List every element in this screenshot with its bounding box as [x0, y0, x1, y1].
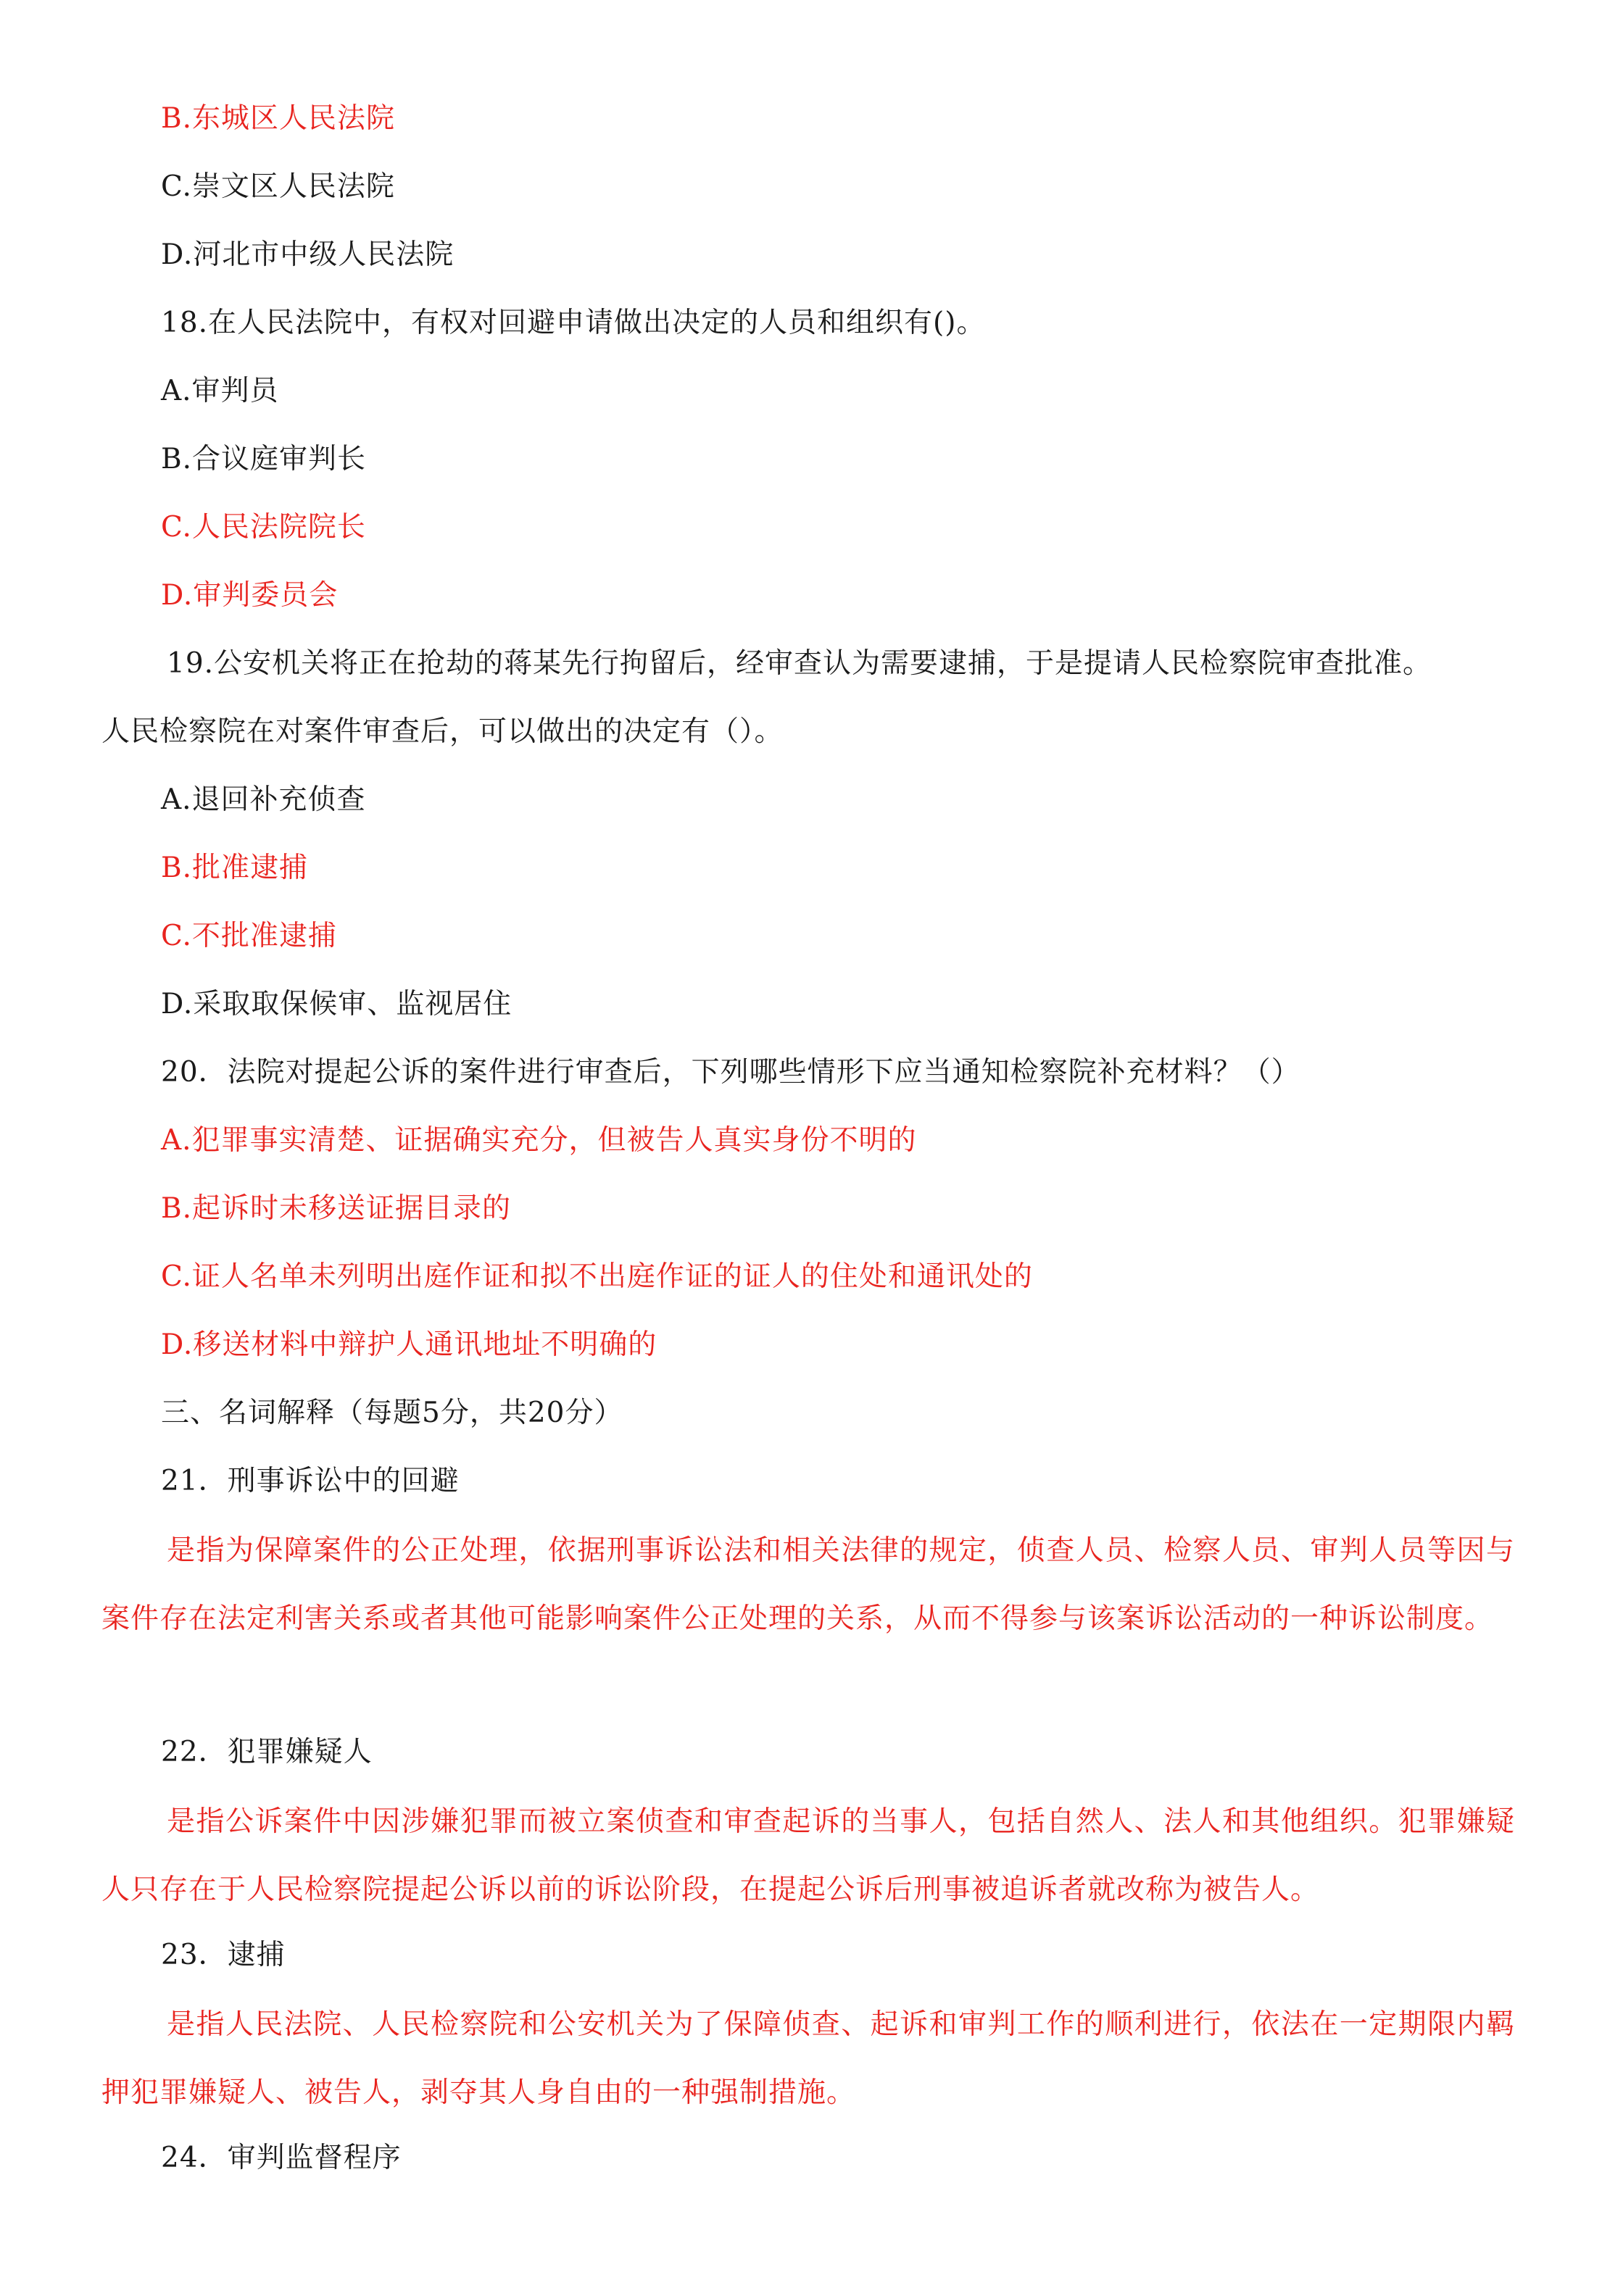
q20-option-c: C.证人名单未列明出庭作证和拟不出庭作证的证人的住处和通讯处的 [161, 1260, 1033, 1293]
q20-option-a: A.犯罪事实清楚、证据确实充分，但被告人真实身份不明的 [161, 1124, 917, 1157]
q19-option-d: D.采取取保候审、监视居住 [161, 988, 513, 1020]
q19-stem-line1: 19.公安机关将正在抢劫的蒋某先行拘留后，经审查认为需要逮捕，于是提请人民检察院审查批准。 [167, 647, 1432, 680]
q24-term: 24．审判监督程序 [161, 2142, 402, 2174]
q19-stem-line2: 人民检察院在对案件审查后，可以做出的决定有（）。 [101, 715, 784, 748]
q20-stem: 20．法院对提起公诉的案件进行审查后，下列哪些情形下应当通知检察院补充材料？（） [161, 1056, 1300, 1089]
q22-answer: 是指公诉案件中因涉嫌犯罪而被立案侦查和审查起诉的当事人，包括自然人、法人和其他组织。犯罪嫌疑人只存在于人民检察院提起公诉以前的诉讼阶段，在提起公诉后刑事被追诉者就改称为被告人。 [101, 1805, 1515, 1906]
q17-option-b: B.东城区人民法院 [161, 102, 396, 135]
q18-stem: 18.在人民法院中，有权对回避申请做出决定的人员和组织有()。 [161, 307, 986, 339]
q20-option-b: B.起诉时未移送证据目录的 [161, 1192, 512, 1225]
q21-term: 21．刑事诉讼中的回避 [161, 1465, 460, 1497]
q18-option-a: A.审判员 [161, 375, 279, 407]
q23-answer: 是指人民法院、人民检察院和公安机关为了保障侦查、起诉和审判工作的顺利进行，依法在一定期限内羁押犯罪嫌疑人、被告人，剥夺其人身自由的一种强制措施。 [101, 2008, 1515, 2109]
q17-option-d: D.河北市中级人民法院 [161, 238, 455, 271]
q23-term: 23．逮捕 [161, 1939, 286, 1971]
q18-option-b: B.合议庭审判长 [161, 443, 367, 475]
q18-option-c: C.人民法院院长 [161, 511, 366, 544]
q19-option-c: C.不批准逮捕 [161, 920, 337, 952]
section-3-heading: 三、名词解释（每题5分，共20分） [161, 1397, 623, 1429]
q17-option-c: C.崇文区人民法院 [161, 170, 395, 203]
q19-option-a: A.退回补充侦查 [161, 783, 366, 816]
q19-option-b: B.批准逮捕 [161, 852, 309, 884]
q18-option-d: D.审判委员会 [161, 579, 339, 612]
q20-option-d: D.移送材料中辩护人通讯地址不明确的 [161, 1328, 657, 1361]
q22-term: 22．犯罪嫌疑人 [161, 1736, 373, 1768]
q21-answer: 是指为保障案件的公正处理，依据刑事诉讼法和相关法律的规定，侦查人员、检察人员、审判人员等因与案件存在法定利害关系或者其他可能影响案件公正处理的关系，从而不得参与该案诉讼活动的一种诉讼制度。 [101, 1534, 1515, 1635]
